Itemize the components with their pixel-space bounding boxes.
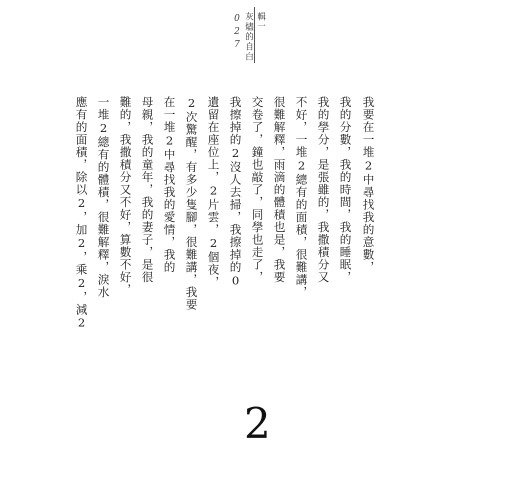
- page-number: 027: [232, 14, 242, 53]
- poem-line: 不好，一堆2總有的面積，很難講，: [294, 96, 309, 299]
- poem-line: 一堆2總有的體積，很難解釋，淚水: [96, 96, 111, 299]
- poem-line: 我的學分，是張雖的，我撒積分又: [316, 96, 331, 284]
- poem-line: 2次驚醒，有多少隻腳，很難講，我要: [184, 96, 199, 311]
- poem-line: 難的，我撒積分又不好，算數不好，: [118, 96, 133, 296]
- header-rule: [254, 7, 255, 63]
- poem-line: 交卷了，鐘也敲了，同學也走了，: [250, 96, 265, 284]
- poem-line: 我要在一堆2中尋找我的意數，: [361, 96, 376, 274]
- big-numeral-two: 2: [244, 399, 271, 448]
- section-label: 輯一: [255, 12, 266, 31]
- poem-line: 遺留在座位上，2片雲，2個夜，: [206, 96, 221, 289]
- poem-line: 我擦掉的2沒人去掃，我擦掉的0: [228, 96, 243, 289]
- poem-line: 母親，我的童年，我的妻子，是很: [140, 96, 155, 284]
- poem-line: 我的分數，我的時間，我的睡眠，: [338, 96, 353, 284]
- poem-line: 應有的面積，除以2，加2，乘2，減2: [74, 96, 89, 331]
- chapter-title: 灰燼的自白: [243, 12, 254, 62]
- poem-line: 很難解釋，雨滴的體積也是，我要: [272, 96, 287, 284]
- poem-line: 在一堆2中尋找我的愛情，我的: [162, 96, 177, 274]
